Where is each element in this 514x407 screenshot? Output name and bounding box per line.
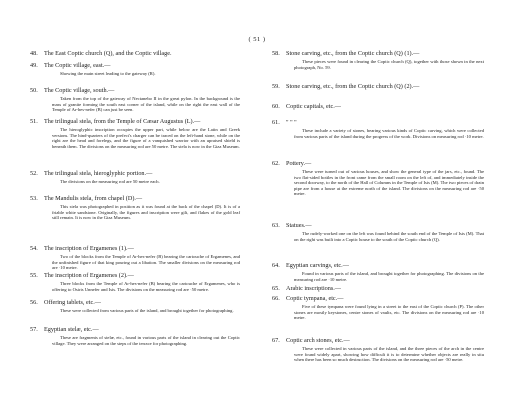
page-number: ( 51 ) bbox=[248, 36, 266, 43]
entry-heading bbox=[30, 118, 240, 126]
entry-heading bbox=[272, 160, 484, 168]
entry-number: 57. bbox=[30, 326, 38, 333]
entry-description: The hieroglyphic inscription occupies the upper part, while below are the Latin and Greek versions. The hind-quarters of the prefect's charger can be traced on the left-hand stone, while on the right are the head and forelegs, and the figure of a vanquished warrior with an upraised shield is beneath them. The divisions on the measuring rod are 50 metre. The stela is now in the Giza Museum. bbox=[52, 127, 240, 149]
entry-number: 67. bbox=[272, 337, 280, 344]
entry-heading bbox=[30, 170, 240, 178]
entry-number: 61. bbox=[272, 119, 280, 126]
entry-title: Egyptian carvings, etc.— bbox=[286, 262, 349, 269]
catalogue-entry bbox=[272, 83, 484, 91]
entry-heading bbox=[30, 62, 240, 70]
entry-title: Coptic tympana, etc.— bbox=[286, 295, 344, 302]
catalogue-entry bbox=[272, 337, 484, 363]
catalogue-entry bbox=[272, 103, 484, 111]
entry-title: Coptic arch stones, etc.— bbox=[286, 337, 350, 344]
entry-title: Statues.— bbox=[286, 222, 312, 229]
entry-heading bbox=[272, 337, 484, 345]
entry-number: 56. bbox=[30, 299, 38, 306]
entry-description: Found in various parts of the island, and brought together for photographing. The divisions on the measuring rod are ·10 metre. bbox=[294, 271, 484, 282]
entry-title: The trilingual stela, from the Temple of Cæsar Augustus (L).— bbox=[44, 118, 201, 125]
entry-title: Pottery.— bbox=[286, 160, 312, 167]
entry-title: The Coptic village, south.— bbox=[44, 87, 115, 94]
entry-heading bbox=[272, 285, 484, 293]
entry-number: 64. bbox=[272, 262, 280, 269]
entry-heading bbox=[272, 83, 484, 91]
entry-heading bbox=[30, 245, 240, 253]
catalogue-entry bbox=[30, 50, 240, 58]
entry-description: Five of these tympana were found lying in a street to the east of the Coptic church (P). The other stones are mostly keystones, centre stones of vaults, etc. The divisions on the measuring rod are ·10 metre. bbox=[294, 304, 484, 321]
catalogue-entry bbox=[272, 50, 484, 70]
entry-description: This stela was photographed in position as it was found at the back of the chapel (D). It is of a friable white sandstone. Originally, the figures and inscription were gilt, and flakes of the gold leaf still remain. It is now in the Giza Museum. bbox=[52, 204, 240, 221]
catalogue-entry bbox=[30, 62, 240, 77]
entry-number: 52. bbox=[30, 170, 38, 177]
entry-heading bbox=[30, 299, 240, 307]
entry-number: 48. bbox=[30, 50, 38, 57]
entry-description: Taken from the top of the gateway of Nectanebo II in the great pylon. In the background is the mass of granite forming the south east corner of the island, while on the right the east wall of the Temple of Ar-hes-nefer (B) can just be seen. bbox=[52, 96, 240, 113]
entry-number: 51. bbox=[30, 118, 38, 125]
entry-description: Three blocks from the Temple of Ar-hes-nefer (B) bearing the cartouche of Ergamenes, who is offering to Osiris Unnefer and Isis. The divisions on the measuring rod are ·50 metre. bbox=[52, 281, 240, 292]
entry-description: These were collected in various parts of the island, and the three pieces of the arch in the centre were found widely apart, showing how difficult it is to determine whether objects are really in situ when there has been so much destruction. The divisions on the measuring rod are ·50 metre. bbox=[294, 346, 484, 363]
entry-title: The East Coptic church (Q), and the Coptic village. bbox=[44, 50, 172, 57]
entry-number: 58. bbox=[272, 50, 280, 57]
entry-number: 49. bbox=[30, 62, 38, 69]
entry-number: 65. bbox=[272, 285, 280, 292]
entry-description: Showing the main street leading to the gateway (R). bbox=[60, 71, 156, 76]
entry-heading bbox=[272, 119, 484, 127]
entry-heading bbox=[30, 326, 240, 334]
entry-heading bbox=[272, 262, 484, 270]
entry-number: 63. bbox=[272, 222, 280, 229]
entry-number: 55. bbox=[30, 272, 38, 279]
entry-heading bbox=[30, 195, 240, 203]
entry-heading bbox=[272, 50, 484, 58]
entry-number: 54. bbox=[30, 245, 38, 252]
entry-title: The trilingual stela, hieroglyphic portion.— bbox=[44, 170, 153, 177]
catalogue-entry bbox=[30, 87, 240, 113]
catalogue-entry bbox=[30, 272, 240, 292]
entry-title: Arabic inscriptions.— bbox=[286, 285, 341, 292]
entry-title: Egyptian stelæ, etc.— bbox=[44, 326, 99, 333]
entry-number: 50. bbox=[30, 87, 38, 94]
entry-number: 59. bbox=[272, 83, 280, 90]
entry-description: Two of the blocks from the Temple of Ar-hes-nefer (B) bearing the cartouche of Ergamenes, and the unfinished figure of that king pouring out a libation. The smaller divisions on the measuring rod are ·10 metre. bbox=[52, 254, 240, 271]
catalogue-entry bbox=[30, 245, 240, 271]
entry-description: These include a variety of stones, bearing various kinds of Coptic carving, which were collected from various parts of the island during the progress of the work. Divisions on measuring rod ·10 metre. bbox=[294, 128, 484, 139]
catalogue-entry bbox=[272, 222, 484, 242]
entry-description: The rudely-worked one on the left was found behind the south end of the Temple of Isis (M). That on the right was built into a Coptic house to the south of the Coptic church (Q). bbox=[294, 231, 484, 242]
entry-title: The inscription of Ergamenes (2).— bbox=[44, 272, 134, 279]
entry-description: These pieces were found in clearing the Coptic church (Q), together with those shown in the next photograph, No. 59. bbox=[294, 59, 484, 70]
entry-heading bbox=[30, 50, 240, 58]
entry-heading bbox=[30, 87, 240, 95]
entry-heading bbox=[272, 222, 484, 230]
catalogue-entry bbox=[272, 285, 484, 293]
catalogue-entry bbox=[30, 326, 240, 346]
catalogue-entry bbox=[30, 299, 240, 314]
entry-title: Stone carving, etc., from the Coptic church (Q) (1).— bbox=[286, 50, 420, 57]
catalogue-entry bbox=[272, 160, 484, 197]
entry-title: The Mandulis stela, from chapel (D).— bbox=[44, 195, 143, 202]
entry-number: 66. bbox=[272, 295, 280, 302]
entry-heading bbox=[30, 272, 240, 280]
entry-number: 62. bbox=[272, 160, 280, 167]
entry-title: The Coptic village, east.— bbox=[44, 62, 111, 69]
catalogue-entry bbox=[272, 295, 484, 321]
catalogue-entry bbox=[272, 119, 484, 139]
entry-description: These are fragments of stelæ, etc., found in various parts of the island in clearing out the Coptic village. They were arranged on the steps of the terrace for photographing. bbox=[52, 335, 240, 346]
entry-number: 53. bbox=[30, 195, 38, 202]
entry-title: Offering tablets, etc.— bbox=[44, 299, 101, 306]
catalogue-entry bbox=[30, 195, 240, 221]
catalogue-entry bbox=[272, 262, 484, 282]
entry-title: " " " bbox=[286, 119, 297, 126]
catalogue-entry bbox=[30, 118, 240, 149]
entry-title: Coptic capitals, etc.— bbox=[286, 103, 341, 110]
entry-title: Stone carving, etc., from the Coptic church (Q) (2).— bbox=[286, 83, 420, 90]
entry-heading bbox=[272, 103, 484, 111]
catalogue-entry bbox=[30, 170, 240, 185]
entry-title: The inscription of Ergamenes (1).— bbox=[44, 245, 134, 252]
entry-description: These were collected from various parts of the island, and brought together for photographing. bbox=[60, 308, 234, 313]
entry-number: 60. bbox=[272, 103, 280, 110]
entry-description: These were turned out of various houses, and show the general type of the jars, etc., found. The two flat-sided bottles in the front came from the small room on the left of, and immediately inside the second doorway, to the north of the Hall of Columns in the Temple of Isis (M). The two pieces of drain pipe are from a house at the extreme north of the island. The divisions on the measuring rod are ·50 metre. bbox=[294, 169, 484, 197]
entry-description: The divisions on the measuring rod are 50 metre each. bbox=[60, 179, 160, 184]
entry-heading bbox=[272, 295, 484, 303]
